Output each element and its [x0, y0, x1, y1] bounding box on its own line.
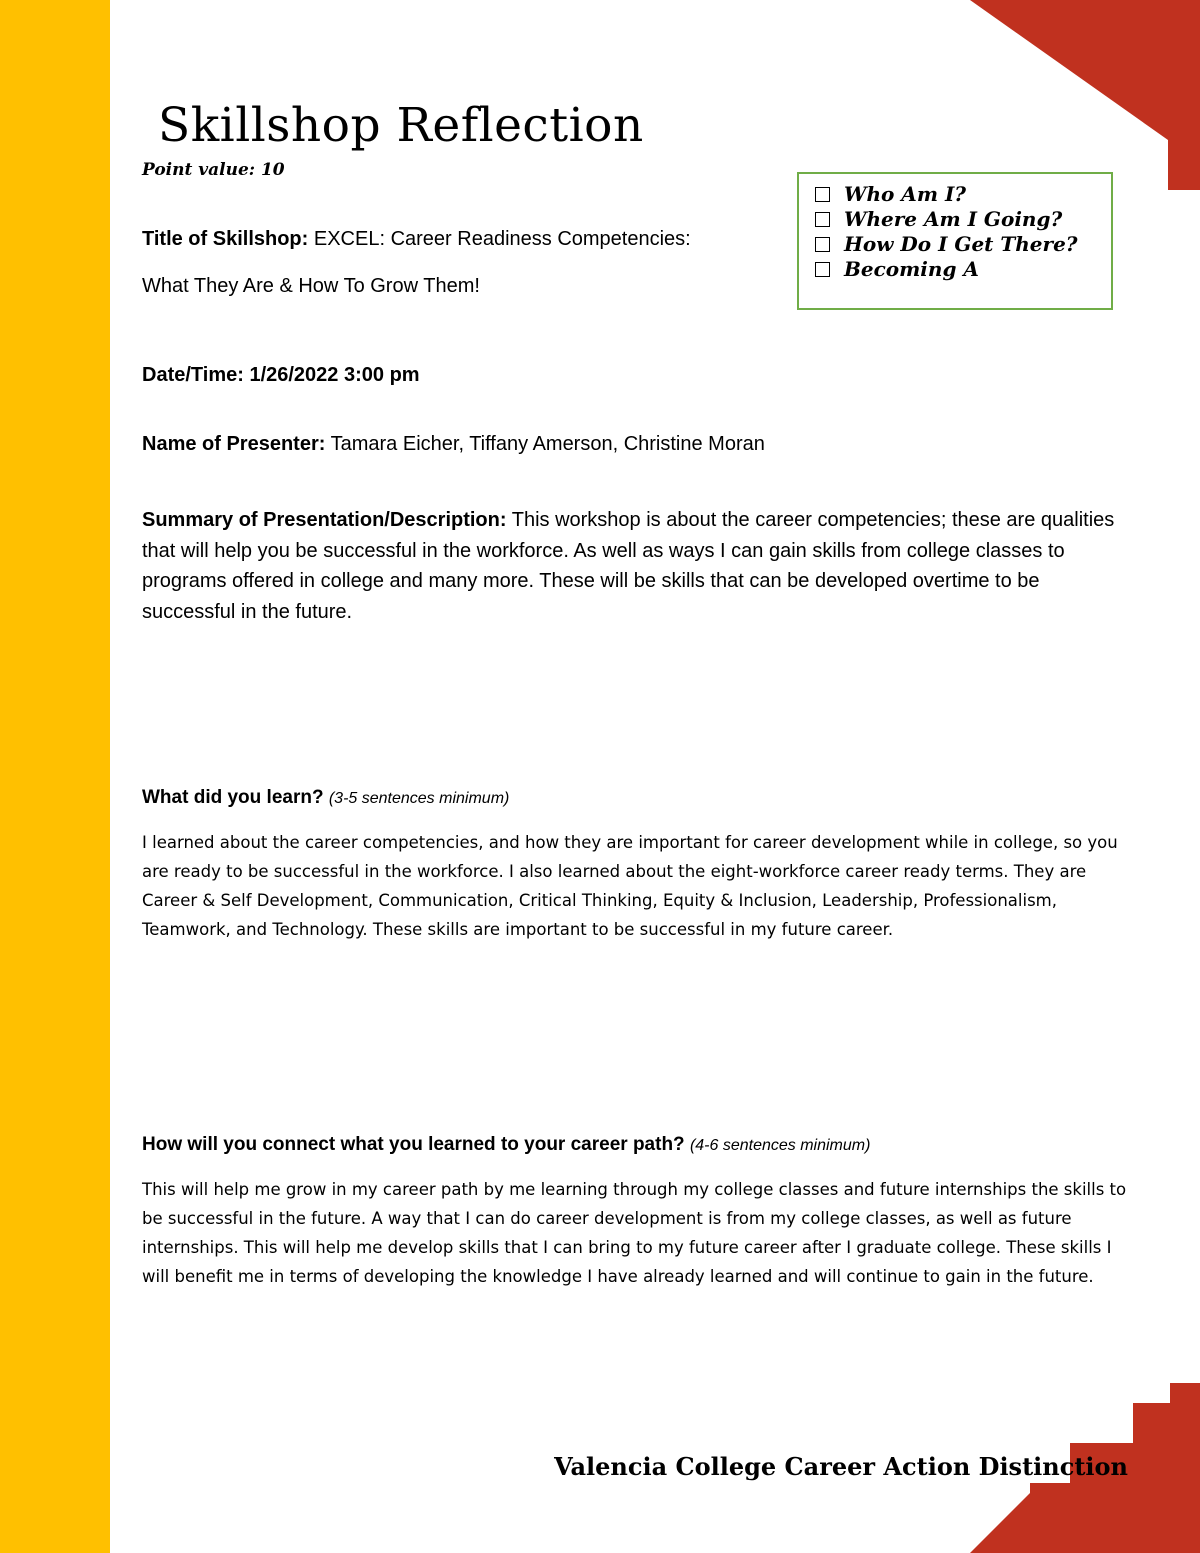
connect-hint: (4-6 sentences minimum)	[689, 1137, 871, 1154]
presenter-value: Tamara Eicher, Tiffany Amerson, Christine Moran	[330, 433, 765, 455]
checklist-item[interactable]	[815, 232, 1101, 257]
datetime-field	[142, 364, 420, 387]
checkbox[interactable]	[815, 212, 830, 227]
presenter-field	[142, 433, 765, 456]
skillshop-title-field	[142, 228, 691, 251]
learn-question-text: What did you learn?	[142, 787, 324, 808]
checkbox[interactable]	[815, 187, 830, 202]
skillshop-label: Title of Skillshop:	[142, 228, 309, 250]
skillshop-title-line1: EXCEL: Career Readiness Competencies:	[313, 228, 691, 250]
learn-answer: I learned about the career competencies, and how they are important for career development while in college, so you are ready to be successful in the workforce. I also learned about the eight-workforce career ready terms. They are Career & Self Development, Communication, Critical Thinking, Equity & Inclusion, Leadership, Professionalism, Teamwork, and Technology. These skills are important to be successful in my future career.	[142, 833, 1118, 939]
checkbox[interactable]	[815, 262, 830, 277]
learn-hint: (3-5 sentences minimum)	[328, 790, 510, 807]
presenter-label: Name of Presenter:	[142, 433, 326, 455]
skillshop-title-line2: What They Are & How To Grow Them!	[142, 275, 480, 297]
summary-text: This workshop is about the career competencies; these are qualities that will help you be successful in the workforce. As well as ways I can gain skills from college classes to programs offered in college and many more. These will be skills that can be developed overtime to be successful in the future.	[142, 509, 1115, 623]
connect-question	[142, 1134, 870, 1156]
footer-text: Valencia College Career Action Distinction	[554, 1452, 1128, 1481]
connect-answer: This will help me grow in my career path by me learning through my college classes and future internships the skills to be successful in the future. A way that I can do career development is from my college classes, as well as future internships. This will help me develop skills that I can bring to my future career after I graduate college. These skills I will benefit me in terms of developing the knowledge I have already learned and will continue to gain in the future.	[142, 1180, 1127, 1286]
page-title: Skillshop Reflection	[158, 98, 644, 153]
point-value: Point value: 10	[142, 160, 285, 180]
checklist-label: Becoming A	[844, 257, 979, 281]
checklist-item[interactable]	[815, 182, 1101, 207]
checklist-item[interactable]	[815, 257, 1101, 282]
checklist-item[interactable]	[815, 207, 1101, 232]
checkbox[interactable]	[815, 237, 830, 252]
checklist-label: Where Am I Going?	[844, 207, 1063, 231]
side-accent-bar	[0, 0, 110, 1553]
connect-question-text: How will you connect what you learned to your career path?	[142, 1134, 685, 1155]
summary-label: Summary of Presentation/Description:	[142, 509, 507, 531]
datetime-label: Date/Time:	[142, 364, 244, 386]
checklist-label: Who Am I?	[844, 182, 967, 206]
summary-section	[142, 505, 1127, 627]
top-right-corner-decoration	[970, 0, 1200, 190]
datetime-value: 1/26/2022 3:00 pm	[249, 364, 420, 386]
learn-question	[142, 787, 509, 809]
journey-checklist	[797, 172, 1113, 310]
checklist-label: How Do I Get There?	[844, 232, 1078, 256]
